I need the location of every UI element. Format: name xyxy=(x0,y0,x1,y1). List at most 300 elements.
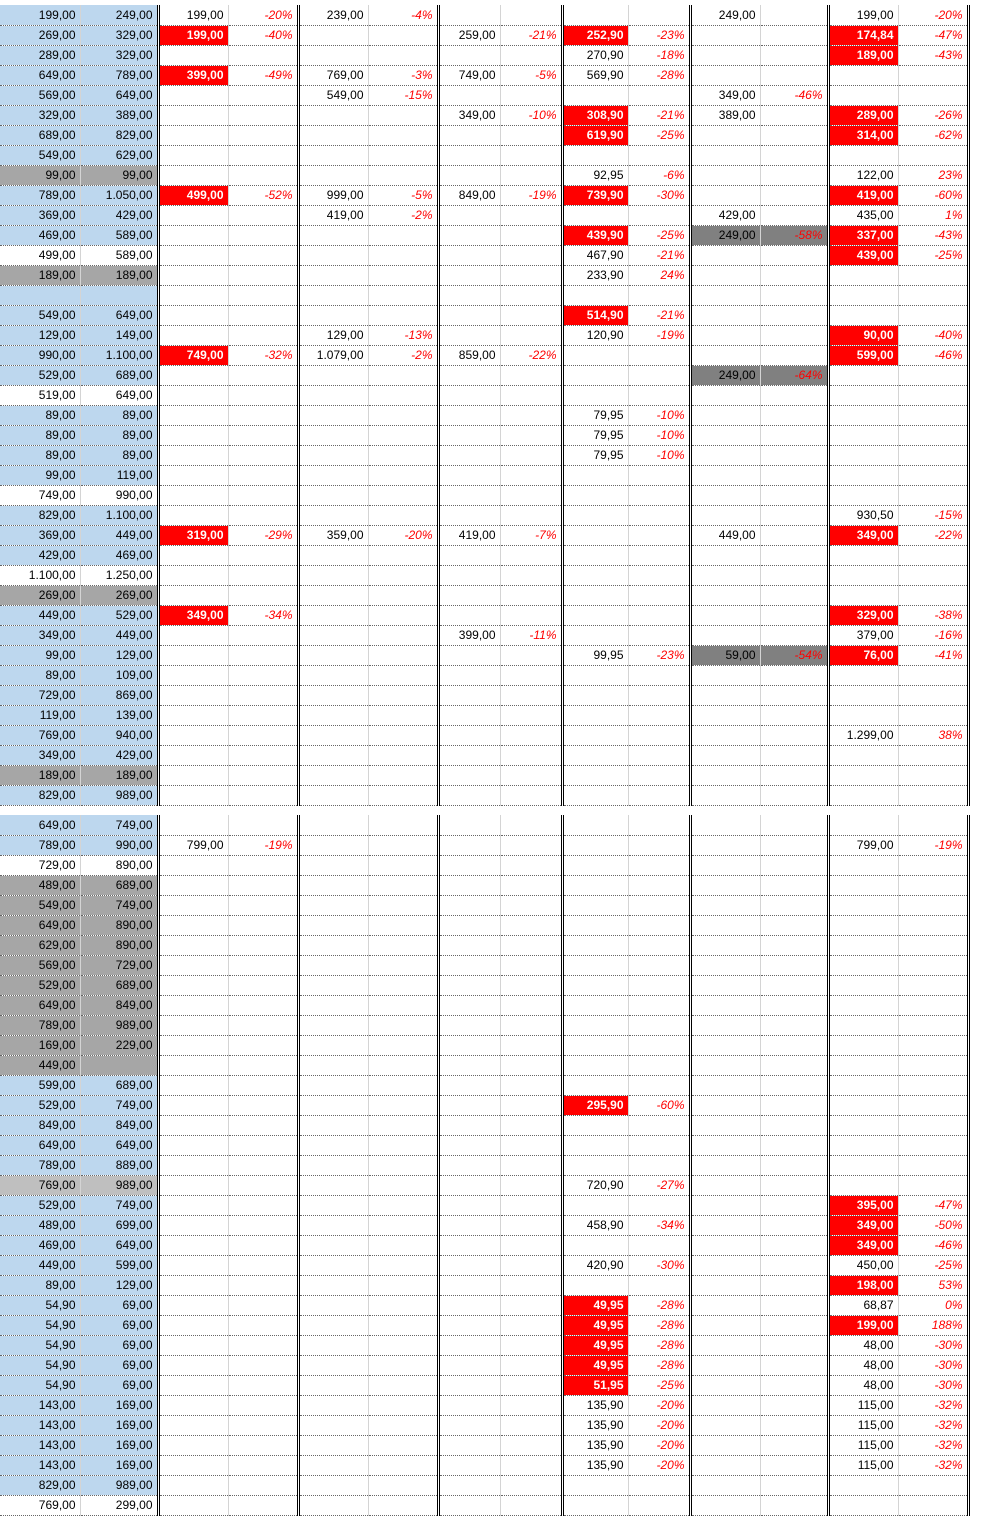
offer-price-cell[interactable]: 569,90 xyxy=(562,65,628,85)
offer-price-cell[interactable] xyxy=(690,585,760,605)
discount-cell[interactable] xyxy=(760,1175,828,1195)
offer-price-cell[interactable] xyxy=(690,915,760,935)
price-cell[interactable]: 749,00 xyxy=(80,1195,158,1215)
price-cell[interactable]: 649,00 xyxy=(80,1135,158,1155)
offer-price-cell[interactable] xyxy=(298,385,368,405)
discount-cell[interactable] xyxy=(628,1275,690,1295)
discount-cell[interactable] xyxy=(760,1035,828,1055)
discount-cell[interactable] xyxy=(898,1155,968,1175)
offer-price-cell[interactable] xyxy=(828,465,898,485)
discount-cell[interactable]: -28% xyxy=(628,65,690,85)
discount-cell[interactable] xyxy=(760,745,828,765)
offer-price-cell[interactable] xyxy=(562,5,628,25)
discount-cell[interactable]: -19% xyxy=(628,325,690,345)
discount-cell[interactable] xyxy=(368,1415,438,1435)
offer-price-cell[interactable] xyxy=(690,725,760,745)
discount-cell[interactable] xyxy=(368,1135,438,1155)
price-cell[interactable]: 139,00 xyxy=(80,705,158,725)
price-cell[interactable]: 729,00 xyxy=(0,855,80,875)
offer-price-cell[interactable]: 51,95 xyxy=(562,1375,628,1395)
discount-cell[interactable] xyxy=(898,585,968,605)
discount-cell[interactable] xyxy=(500,855,562,875)
offer-price-cell[interactable] xyxy=(690,1495,760,1515)
discount-cell[interactable] xyxy=(898,285,968,305)
discount-cell[interactable] xyxy=(898,85,968,105)
discount-cell[interactable]: -10% xyxy=(628,445,690,465)
offer-price-cell[interactable] xyxy=(690,1255,760,1275)
offer-price-cell[interactable] xyxy=(158,385,228,405)
discount-cell[interactable] xyxy=(760,105,828,125)
discount-cell[interactable] xyxy=(228,1415,298,1435)
discount-cell[interactable] xyxy=(898,915,968,935)
discount-cell[interactable] xyxy=(368,285,438,305)
offer-price-cell[interactable]: 252,90 xyxy=(562,25,628,45)
offer-price-cell[interactable]: 395,00 xyxy=(828,1195,898,1215)
price-cell[interactable]: 689,00 xyxy=(80,975,158,995)
offer-price-cell[interactable]: 115,00 xyxy=(828,1435,898,1455)
discount-cell[interactable] xyxy=(228,285,298,305)
offer-price-cell[interactable] xyxy=(562,835,628,855)
offer-price-cell[interactable] xyxy=(438,145,500,165)
offer-price-cell[interactable] xyxy=(438,1495,500,1515)
discount-cell[interactable] xyxy=(368,445,438,465)
price-cell[interactable]: 829,00 xyxy=(80,125,158,145)
discount-cell[interactable] xyxy=(628,145,690,165)
discount-cell[interactable] xyxy=(368,765,438,785)
discount-cell[interactable] xyxy=(500,1095,562,1115)
offer-price-cell[interactable] xyxy=(690,1075,760,1095)
price-cell[interactable]: 749,00 xyxy=(80,895,158,915)
offer-price-cell[interactable] xyxy=(298,1075,368,1095)
price-cell[interactable]: 1.050,00 xyxy=(80,185,158,205)
offer-price-cell[interactable] xyxy=(828,385,898,405)
discount-cell[interactable] xyxy=(228,145,298,165)
offer-price-cell[interactable] xyxy=(828,745,898,765)
offer-price-cell[interactable] xyxy=(690,1055,760,1075)
discount-cell[interactable] xyxy=(628,585,690,605)
offer-price-cell[interactable]: 135,90 xyxy=(562,1395,628,1415)
offer-price-cell[interactable] xyxy=(562,385,628,405)
discount-cell[interactable] xyxy=(628,1135,690,1155)
offer-price-cell[interactable] xyxy=(158,1295,228,1315)
discount-cell[interactable] xyxy=(898,1095,968,1115)
offer-price-cell[interactable]: 259,00 xyxy=(438,25,500,45)
offer-price-cell[interactable] xyxy=(158,265,228,285)
price-cell[interactable]: 54,90 xyxy=(0,1295,80,1315)
offer-price-cell[interactable]: 48,00 xyxy=(828,1355,898,1375)
discount-cell[interactable] xyxy=(228,705,298,725)
price-cell[interactable]: 119,00 xyxy=(80,465,158,485)
discount-cell[interactable]: -5% xyxy=(500,65,562,85)
offer-price-cell[interactable] xyxy=(828,665,898,685)
discount-cell[interactable]: -32% xyxy=(228,345,298,365)
offer-price-cell[interactable] xyxy=(298,1235,368,1255)
discount-cell[interactable] xyxy=(368,1215,438,1235)
discount-cell[interactable] xyxy=(760,1255,828,1275)
discount-cell[interactable] xyxy=(628,1115,690,1135)
offer-price-cell[interactable] xyxy=(298,405,368,425)
offer-price-cell[interactable]: 249,00 xyxy=(690,5,760,25)
price-cell[interactable]: 89,00 xyxy=(80,405,158,425)
discount-cell[interactable]: -62% xyxy=(898,125,968,145)
offer-price-cell[interactable] xyxy=(562,625,628,645)
discount-cell[interactable] xyxy=(368,365,438,385)
price-cell[interactable]: 229,00 xyxy=(80,1035,158,1055)
discount-cell[interactable] xyxy=(760,975,828,995)
discount-cell[interactable] xyxy=(760,725,828,745)
discount-cell[interactable]: -21% xyxy=(628,305,690,325)
discount-cell[interactable] xyxy=(368,725,438,745)
offer-price-cell[interactable] xyxy=(690,505,760,525)
price-cell[interactable]: 54,90 xyxy=(0,1355,80,1375)
discount-cell[interactable] xyxy=(760,565,828,585)
offer-price-cell[interactable] xyxy=(298,1095,368,1115)
discount-cell[interactable] xyxy=(760,835,828,855)
offer-price-cell[interactable] xyxy=(562,465,628,485)
price-cell[interactable]: 890,00 xyxy=(80,855,158,875)
price-cell[interactable] xyxy=(80,1055,158,1075)
offer-price-cell[interactable]: 90,00 xyxy=(828,325,898,345)
offer-price-cell[interactable] xyxy=(690,545,760,565)
discount-cell[interactable] xyxy=(228,645,298,665)
discount-cell[interactable] xyxy=(760,385,828,405)
offer-price-cell[interactable] xyxy=(298,1415,368,1435)
offer-price-cell[interactable] xyxy=(562,725,628,745)
offer-price-cell[interactable] xyxy=(562,525,628,545)
price-cell[interactable]: 989,00 xyxy=(80,1015,158,1035)
offer-price-cell[interactable] xyxy=(562,345,628,365)
offer-price-cell[interactable]: 79,95 xyxy=(562,425,628,445)
discount-cell[interactable] xyxy=(368,505,438,525)
discount-cell[interactable] xyxy=(228,265,298,285)
offer-price-cell[interactable] xyxy=(438,855,500,875)
offer-price-cell[interactable] xyxy=(158,875,228,895)
discount-cell[interactable] xyxy=(760,785,828,805)
price-cell[interactable]: 169,00 xyxy=(80,1455,158,1475)
discount-cell[interactable]: 1% xyxy=(898,205,968,225)
discount-cell[interactable] xyxy=(628,1495,690,1515)
offer-price-cell[interactable] xyxy=(438,685,500,705)
discount-cell[interactable] xyxy=(760,705,828,725)
price-cell[interactable]: 99,00 xyxy=(0,465,80,485)
price-cell[interactable]: 429,00 xyxy=(80,205,158,225)
offer-price-cell[interactable]: 599,00 xyxy=(828,345,898,365)
discount-cell[interactable]: -60% xyxy=(898,185,968,205)
offer-price-cell[interactable] xyxy=(828,545,898,565)
offer-price-cell[interactable] xyxy=(438,405,500,425)
discount-cell[interactable] xyxy=(228,785,298,805)
discount-cell[interactable] xyxy=(500,565,562,585)
discount-cell[interactable] xyxy=(228,975,298,995)
discount-cell[interactable]: -20% xyxy=(368,525,438,545)
offer-price-cell[interactable] xyxy=(438,1475,500,1495)
offer-price-cell[interactable]: 999,00 xyxy=(298,185,368,205)
offer-price-cell[interactable] xyxy=(690,425,760,445)
discount-cell[interactable] xyxy=(760,935,828,955)
offer-price-cell[interactable] xyxy=(828,1035,898,1055)
offer-price-cell[interactable] xyxy=(158,1455,228,1475)
offer-price-cell[interactable]: 189,00 xyxy=(828,45,898,65)
discount-cell[interactable]: -11% xyxy=(500,625,562,645)
price-cell[interactable]: 349,00 xyxy=(0,745,80,765)
offer-price-cell[interactable] xyxy=(298,1435,368,1455)
discount-cell[interactable] xyxy=(228,1395,298,1415)
offer-price-cell[interactable]: 122,00 xyxy=(828,165,898,185)
price-cell[interactable]: 549,00 xyxy=(0,145,80,165)
discount-cell[interactable] xyxy=(898,265,968,285)
offer-price-cell[interactable] xyxy=(438,1335,500,1355)
discount-cell[interactable] xyxy=(628,815,690,835)
discount-cell[interactable] xyxy=(228,1175,298,1195)
offer-price-cell[interactable] xyxy=(828,1075,898,1095)
discount-cell[interactable] xyxy=(500,705,562,725)
discount-cell[interactable]: -15% xyxy=(898,505,968,525)
offer-price-cell[interactable] xyxy=(298,1195,368,1215)
discount-cell[interactable] xyxy=(898,1035,968,1055)
discount-cell[interactable] xyxy=(500,1015,562,1035)
offer-price-cell[interactable] xyxy=(158,895,228,915)
offer-price-cell[interactable] xyxy=(690,1155,760,1175)
offer-price-cell[interactable] xyxy=(158,1435,228,1455)
discount-cell[interactable]: -30% xyxy=(898,1375,968,1395)
discount-cell[interactable] xyxy=(228,1055,298,1075)
offer-price-cell[interactable] xyxy=(690,265,760,285)
offer-price-cell[interactable]: 349,00 xyxy=(828,525,898,545)
offer-price-cell[interactable] xyxy=(562,205,628,225)
discount-cell[interactable] xyxy=(628,85,690,105)
offer-price-cell[interactable] xyxy=(158,935,228,955)
discount-cell[interactable] xyxy=(628,725,690,745)
offer-price-cell[interactable]: 135,90 xyxy=(562,1435,628,1455)
offer-price-cell[interactable] xyxy=(690,835,760,855)
offer-price-cell[interactable] xyxy=(298,1175,368,1195)
discount-cell[interactable] xyxy=(500,1435,562,1455)
price-cell[interactable]: 629,00 xyxy=(80,145,158,165)
offer-price-cell[interactable]: 49,95 xyxy=(562,1355,628,1375)
discount-cell[interactable]: -32% xyxy=(898,1415,968,1435)
offer-price-cell[interactable] xyxy=(158,665,228,685)
offer-price-cell[interactable] xyxy=(438,1295,500,1315)
offer-price-cell[interactable] xyxy=(298,1155,368,1175)
price-cell[interactable]: 369,00 xyxy=(0,205,80,225)
offer-price-cell[interactable]: 59,00 xyxy=(690,645,760,665)
offer-price-cell[interactable]: 135,90 xyxy=(562,1455,628,1475)
discount-cell[interactable] xyxy=(760,995,828,1015)
discount-cell[interactable] xyxy=(368,895,438,915)
discount-cell[interactable]: -58% xyxy=(760,225,828,245)
offer-price-cell[interactable] xyxy=(158,1195,228,1215)
discount-cell[interactable] xyxy=(628,1235,690,1255)
discount-cell[interactable] xyxy=(628,285,690,305)
discount-cell[interactable] xyxy=(898,705,968,725)
offer-price-cell[interactable] xyxy=(438,245,500,265)
discount-cell[interactable] xyxy=(898,425,968,445)
discount-cell[interactable]: -25% xyxy=(628,1375,690,1395)
offer-price-cell[interactable]: 233,90 xyxy=(562,265,628,285)
discount-cell[interactable] xyxy=(228,1035,298,1055)
offer-price-cell[interactable] xyxy=(690,25,760,45)
discount-cell[interactable]: -47% xyxy=(898,25,968,45)
price-cell[interactable]: 549,00 xyxy=(0,895,80,915)
offer-price-cell[interactable] xyxy=(438,545,500,565)
offer-price-cell[interactable] xyxy=(690,995,760,1015)
offer-price-cell[interactable] xyxy=(158,1275,228,1295)
offer-price-cell[interactable] xyxy=(438,1175,500,1195)
offer-price-cell[interactable] xyxy=(438,705,500,725)
discount-cell[interactable] xyxy=(228,1115,298,1135)
discount-cell[interactable]: -47% xyxy=(898,1195,968,1215)
offer-price-cell[interactable] xyxy=(690,1235,760,1255)
offer-price-cell[interactable]: 48,00 xyxy=(828,1375,898,1395)
discount-cell[interactable] xyxy=(368,1035,438,1055)
offer-price-cell[interactable] xyxy=(438,1015,500,1035)
discount-cell[interactable] xyxy=(898,745,968,765)
offer-price-cell[interactable] xyxy=(562,1495,628,1515)
offer-price-cell[interactable] xyxy=(690,325,760,345)
discount-cell[interactable] xyxy=(228,45,298,65)
offer-price-cell[interactable] xyxy=(298,935,368,955)
discount-cell[interactable]: -52% xyxy=(228,185,298,205)
offer-price-cell[interactable] xyxy=(298,955,368,975)
offer-price-cell[interactable] xyxy=(828,485,898,505)
discount-cell[interactable] xyxy=(500,145,562,165)
discount-cell[interactable] xyxy=(760,585,828,605)
discount-cell[interactable] xyxy=(368,1475,438,1495)
discount-cell[interactable]: -49% xyxy=(228,65,298,85)
offer-price-cell[interactable] xyxy=(828,145,898,165)
offer-price-cell[interactable] xyxy=(158,815,228,835)
discount-cell[interactable] xyxy=(228,305,298,325)
discount-cell[interactable] xyxy=(368,545,438,565)
discount-cell[interactable] xyxy=(500,505,562,525)
offer-price-cell[interactable]: 419,00 xyxy=(438,525,500,545)
offer-price-cell[interactable]: 199,00 xyxy=(158,5,228,25)
discount-cell[interactable] xyxy=(760,1095,828,1115)
offer-price-cell[interactable] xyxy=(158,325,228,345)
offer-price-cell[interactable] xyxy=(298,605,368,625)
price-cell[interactable]: 489,00 xyxy=(0,875,80,895)
discount-cell[interactable] xyxy=(368,1495,438,1515)
discount-cell[interactable] xyxy=(628,855,690,875)
offer-price-cell[interactable] xyxy=(298,25,368,45)
offer-price-cell[interactable] xyxy=(562,935,628,955)
discount-cell[interactable] xyxy=(760,1275,828,1295)
price-cell[interactable]: 829,00 xyxy=(0,505,80,525)
offer-price-cell[interactable] xyxy=(158,585,228,605)
discount-cell[interactable] xyxy=(500,85,562,105)
discount-cell[interactable] xyxy=(368,645,438,665)
discount-cell[interactable]: -20% xyxy=(898,5,968,25)
offer-price-cell[interactable] xyxy=(438,485,500,505)
discount-cell[interactable] xyxy=(898,385,968,405)
offer-price-cell[interactable] xyxy=(158,285,228,305)
discount-cell[interactable] xyxy=(228,815,298,835)
discount-cell[interactable] xyxy=(628,895,690,915)
discount-cell[interactable] xyxy=(368,1395,438,1415)
offer-price-cell[interactable]: 349,00 xyxy=(828,1235,898,1255)
price-cell[interactable]: 549,00 xyxy=(0,305,80,325)
discount-cell[interactable] xyxy=(368,1435,438,1455)
offer-price-cell[interactable] xyxy=(690,1335,760,1355)
discount-cell[interactable] xyxy=(628,1055,690,1075)
discount-cell[interactable] xyxy=(500,1475,562,1495)
offer-price-cell[interactable] xyxy=(298,225,368,245)
discount-cell[interactable] xyxy=(898,765,968,785)
discount-cell[interactable] xyxy=(228,1335,298,1355)
offer-price-cell[interactable]: 420,90 xyxy=(562,1255,628,1275)
offer-price-cell[interactable] xyxy=(562,1115,628,1135)
discount-cell[interactable] xyxy=(228,105,298,125)
offer-price-cell[interactable] xyxy=(298,1395,368,1415)
offer-price-cell[interactable] xyxy=(562,1075,628,1095)
price-cell[interactable]: 649,00 xyxy=(0,1135,80,1155)
offer-price-cell[interactable] xyxy=(298,485,368,505)
price-cell[interactable]: 749,00 xyxy=(80,1095,158,1115)
offer-price-cell[interactable]: 199,00 xyxy=(828,5,898,25)
offer-price-cell[interactable]: 199,00 xyxy=(158,25,228,45)
offer-price-cell[interactable] xyxy=(298,265,368,285)
price-cell[interactable]: 199,00 xyxy=(0,5,80,25)
offer-price-cell[interactable]: 359,00 xyxy=(298,525,368,545)
discount-cell[interactable]: -30% xyxy=(628,1255,690,1275)
discount-cell[interactable] xyxy=(760,1415,828,1435)
discount-cell[interactable] xyxy=(628,1035,690,1055)
discount-cell[interactable] xyxy=(368,1095,438,1115)
price-cell[interactable]: 890,00 xyxy=(80,915,158,935)
discount-cell[interactable]: -20% xyxy=(628,1395,690,1415)
offer-price-cell[interactable] xyxy=(438,265,500,285)
discount-cell[interactable] xyxy=(368,835,438,855)
price-cell[interactable]: 769,00 xyxy=(0,725,80,745)
price-cell[interactable]: 449,00 xyxy=(0,605,80,625)
price-cell[interactable]: 499,00 xyxy=(0,245,80,265)
discount-cell[interactable] xyxy=(760,465,828,485)
discount-cell[interactable]: -50% xyxy=(898,1215,968,1235)
price-cell[interactable]: 129,00 xyxy=(80,1275,158,1295)
price-cell[interactable]: 829,00 xyxy=(0,1475,80,1495)
discount-cell[interactable] xyxy=(898,1015,968,1035)
price-cell[interactable]: 749,00 xyxy=(80,815,158,835)
discount-cell[interactable] xyxy=(228,1255,298,1275)
offer-price-cell[interactable] xyxy=(828,915,898,935)
discount-cell[interactable] xyxy=(760,485,828,505)
offer-price-cell[interactable] xyxy=(562,765,628,785)
discount-cell[interactable]: -38% xyxy=(898,605,968,625)
price-cell[interactable]: 249,00 xyxy=(80,5,158,25)
offer-price-cell[interactable] xyxy=(690,815,760,835)
discount-cell[interactable]: -19% xyxy=(500,185,562,205)
discount-cell[interactable] xyxy=(500,5,562,25)
offer-price-cell[interactable]: 399,00 xyxy=(158,65,228,85)
discount-cell[interactable] xyxy=(228,445,298,465)
offer-price-cell[interactable]: 135,90 xyxy=(562,1415,628,1435)
discount-cell[interactable] xyxy=(368,1335,438,1355)
discount-cell[interactable] xyxy=(500,685,562,705)
offer-price-cell[interactable] xyxy=(298,765,368,785)
discount-cell[interactable] xyxy=(628,935,690,955)
offer-price-cell[interactable] xyxy=(438,955,500,975)
discount-cell[interactable] xyxy=(760,1075,828,1095)
offer-price-cell[interactable]: 120,90 xyxy=(562,325,628,345)
discount-cell[interactable] xyxy=(500,225,562,245)
offer-price-cell[interactable]: 439,00 xyxy=(828,245,898,265)
discount-cell[interactable] xyxy=(368,1295,438,1315)
discount-cell[interactable] xyxy=(898,935,968,955)
discount-cell[interactable]: -30% xyxy=(898,1335,968,1355)
offer-price-cell[interactable] xyxy=(438,1155,500,1175)
offer-price-cell[interactable]: 49,95 xyxy=(562,1295,628,1315)
offer-price-cell[interactable] xyxy=(562,895,628,915)
